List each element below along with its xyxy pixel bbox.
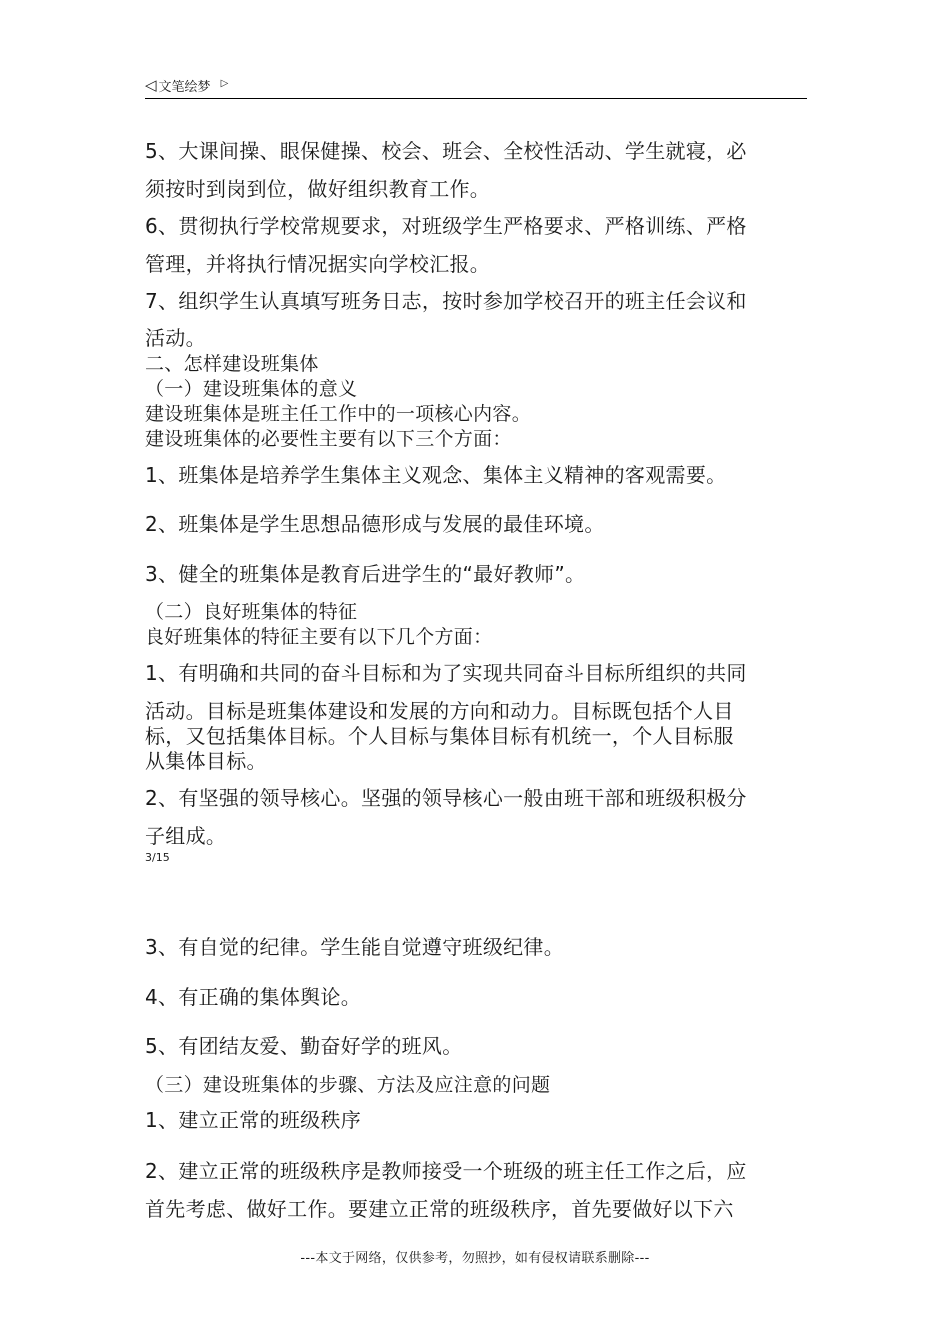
body-line: 7、组织学生认真填写班务日志，按时参加学校召开的班主任会议和 [145, 289, 747, 313]
list-item: 2、有坚强的领导核心。坚强的领导核心一般由班干部和班级积极分 [145, 786, 747, 810]
body-line: 子组成。 [145, 824, 227, 848]
list-item: 3、健全的班集体是教育后进学生的“最好教师”。 [145, 562, 586, 586]
subsection-heading: （一）建设班集体的意义 [145, 378, 358, 400]
triangle-left-icon: ◁ [145, 76, 157, 94]
body-line: 6、贯彻执行学校常规要求，对班级学生严格要求、严格训练、严格 [145, 214, 747, 238]
list-item: 1、有明确和共同的奋斗目标和为了实现共同奋斗目标所组织的共同 [145, 661, 747, 685]
body-line: 建设班集体的必要性主要有以下三个方面： [145, 428, 512, 450]
list-item: 5、有团结友爱、勤奋好学的班风。 [145, 1034, 463, 1058]
list-item: 1、建立正常的班级秩序 [145, 1108, 362, 1132]
subsection-heading: （三）建设班集体的步骤、方法及应注意的问题 [145, 1074, 551, 1096]
subsection-heading: （二）良好班集体的特征 [145, 601, 358, 623]
section-heading: 二、怎样建设班集体 [145, 353, 319, 375]
body-line: 管理，并将执行情况据实向学校汇报。 [145, 252, 491, 276]
page-header [145, 72, 807, 99]
body-line: 5、大课间操、眼保健操、校会、班会、全校性活动、学生就寝，必 [145, 139, 747, 163]
list-item: 2、班集体是学生思想品德形成与发展的最佳环境。 [145, 512, 605, 536]
footer-disclaimer: ---本文于网络，仅供参考，勿照抄，如有侵权请联系删除--- [300, 1251, 650, 1266]
body-line: 从集体目标。 [145, 749, 267, 773]
triangle-right-icon: ▷ [220, 77, 229, 89]
header-title: 文笔绘梦 [158, 79, 211, 95]
list-item: 1、班集体是培养学生集体主义观念、集体主义精神的客观需要。 [145, 463, 727, 487]
body-line: 良好班集体的特征主要有以下几个方面： [145, 626, 493, 648]
page-number: 3/15 [145, 851, 170, 864]
list-item: 2、建立正常的班级秩序是教师接受一个班级的班主任工作之后，应 [145, 1159, 747, 1183]
body-line: 须按时到岗到位，做好组织教育工作。 [145, 177, 491, 201]
list-item: 3、有自觉的纪律。学生能自觉遵守班级纪律。 [145, 935, 565, 959]
body-line: 首先考虑、做好工作。要建立正常的班级秩序，首先要做好以下六 [145, 1197, 734, 1221]
body-line: 活动。目标是班集体建设和发展的方向和动力。目标既包括个人目 [145, 699, 734, 723]
body-line: 标，又包括集体目标。个人目标与集体目标有机统一，个人目标服 [145, 724, 734, 748]
body-line: 活动。 [145, 326, 206, 350]
body-line: 建设班集体是班主任工作中的一项核心内容。 [145, 403, 532, 425]
list-item: 4、有正确的集体舆论。 [145, 985, 362, 1009]
